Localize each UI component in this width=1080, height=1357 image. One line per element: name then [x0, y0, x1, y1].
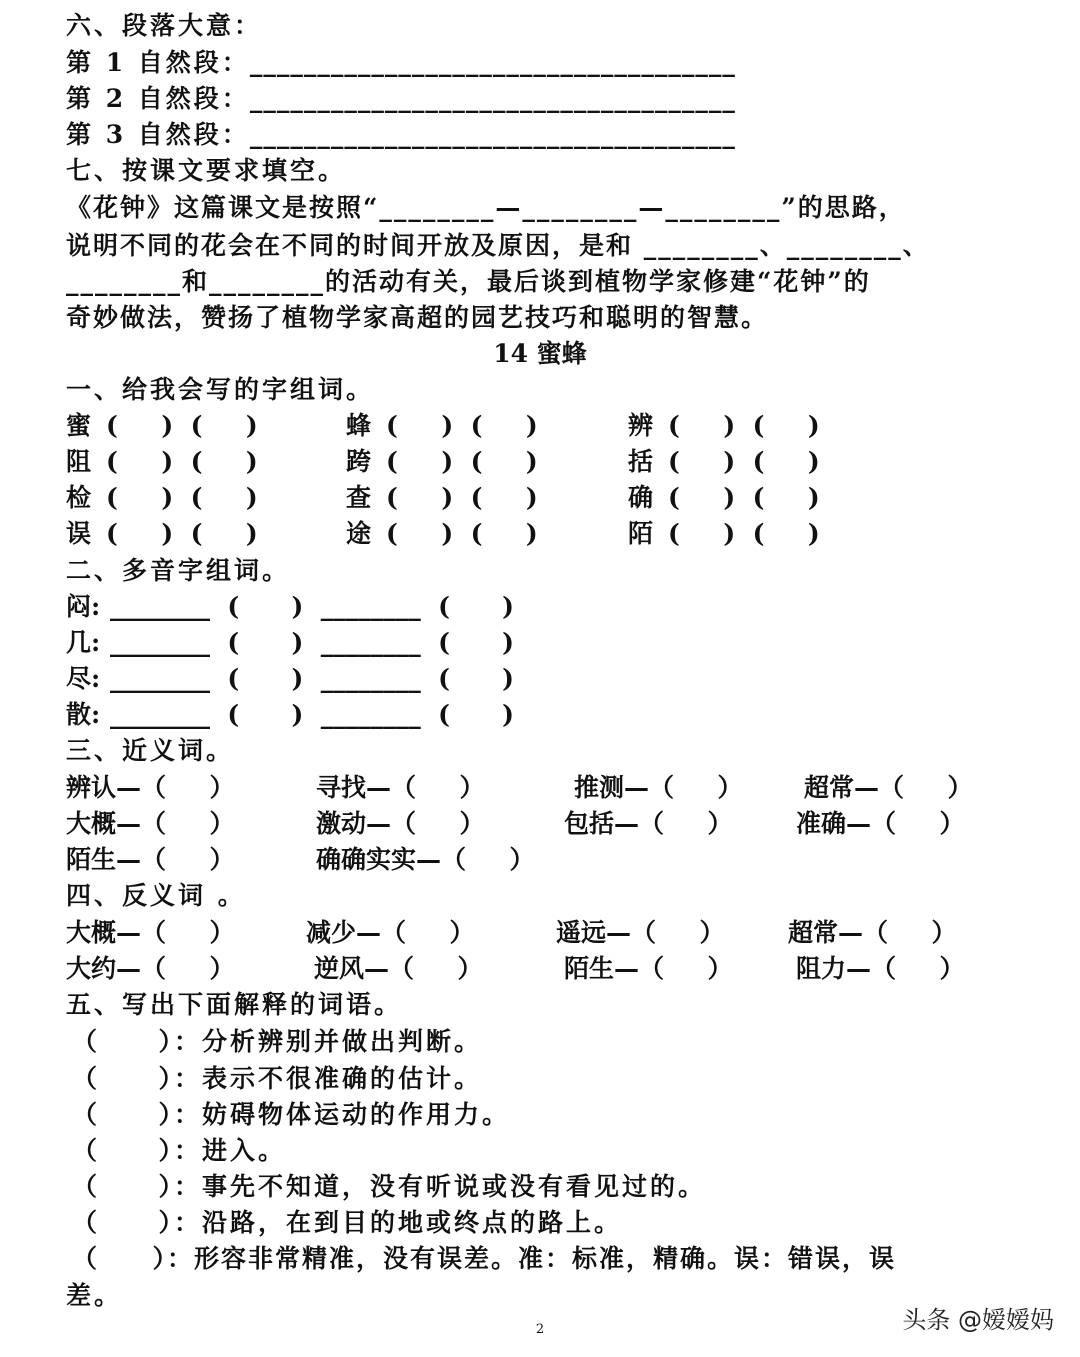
word-blanks[interactable]: ( ) ( )	[106, 447, 258, 476]
watermark: 头条 @嫒嫒妈	[902, 1306, 1054, 1334]
paragraph-label: 第 2 自然段：	[66, 84, 250, 113]
char: 途	[346, 519, 372, 548]
word-blanks[interactable]: ( ) ( )	[668, 411, 820, 440]
part3-heading: 三、近义词。	[66, 736, 235, 765]
char: 误	[66, 519, 92, 548]
word-blanks[interactable]: ( ) ( )	[386, 519, 538, 548]
char: 闷:	[66, 592, 101, 621]
word-blanks[interactable]: ( ) ( )	[386, 483, 538, 512]
word-blanks[interactable]: ( ) ( )	[668, 483, 820, 512]
paragraph-label: 第 1 自然段：	[66, 48, 250, 77]
answer-blank[interactable]: ____________________________________	[249, 48, 736, 77]
synonym-item[interactable]: 激动—（ ）	[316, 809, 485, 838]
definition-item[interactable]: （ ）：分析辨别并做出判断。	[72, 1027, 483, 1056]
answer-blank[interactable]: ____________________________________	[249, 120, 736, 149]
page-number: 2	[535, 1322, 545, 1337]
char: 几:	[66, 628, 101, 657]
paragraph1-summary	[66, 45, 736, 81]
fill-text-line: 奇妙做法，赞扬了植物学家高超的园艺技巧和聪明的智慧。	[66, 303, 769, 332]
antonym-item[interactable]: 遥远—（ ）	[556, 918, 725, 947]
paragraph-label: 第 3 自然段：	[66, 120, 250, 149]
char: 阻	[66, 447, 92, 476]
paragraph2-summary	[66, 81, 736, 117]
definition-item[interactable]: （ ）：沿路，在到目的地或终点的路上。	[72, 1208, 623, 1237]
char: 散:	[66, 700, 101, 729]
section6-heading: 六、段落大意：	[66, 11, 263, 40]
fill-text-line: ________和________的活动有关，最后谈到植物学家修建“花钟”的	[66, 267, 871, 296]
word-blanks[interactable]: ( ) ( )	[106, 519, 258, 548]
fill-text-line: 说明不同的花会在不同的时间开放及原因，是和 ________、________、	[66, 231, 930, 260]
antonym-item[interactable]: 大约—（ ）	[66, 954, 235, 983]
char: 确	[628, 483, 654, 512]
definition-item[interactable]: （ ）：形容非常精准，没有误差。准：标准，精确。误：错误，误	[72, 1244, 897, 1273]
paragraph3-summary	[66, 117, 736, 153]
definition-item[interactable]: （ ）：表示不很准确的估计。	[72, 1064, 483, 1093]
section7-heading: 七、按课文要求填空。	[66, 156, 347, 185]
polyphone-blanks[interactable]: ________ ( ) ________ ( )	[110, 628, 514, 657]
char: 蜂	[346, 411, 372, 440]
antonym-item[interactable]: 阻力—（ ）	[796, 954, 965, 983]
word-blanks[interactable]: ( ) ( )	[668, 447, 820, 476]
word-blanks[interactable]: ( ) ( )	[386, 447, 538, 476]
char: 检	[66, 483, 92, 512]
part2-heading: 二、多音字组词。	[66, 556, 291, 585]
polyphone-blanks[interactable]: ________ ( ) ________ ( )	[110, 700, 514, 729]
synonym-item[interactable]: 推测—（ ）	[574, 773, 743, 802]
synonym-item[interactable]: 超常—（ ）	[804, 773, 973, 802]
definition-item[interactable]: （ ）：进入。	[72, 1136, 287, 1165]
char: 括	[628, 447, 654, 476]
lesson-title: 14 蜜蜂	[493, 339, 587, 368]
word-blanks[interactable]: ( ) ( )	[106, 411, 258, 440]
char: 查	[346, 483, 372, 512]
synonym-item[interactable]: 寻找—（ ）	[316, 773, 485, 802]
definition-item[interactable]: （ ）：妨碍物体运动的作用力。	[72, 1100, 511, 1129]
char: 陌	[628, 519, 654, 548]
antonym-item[interactable]: 减少—（ ）	[306, 918, 475, 947]
char: 跨	[346, 447, 372, 476]
char: 蜜	[66, 411, 92, 440]
part4-heading: 四、反义词 。	[66, 881, 246, 910]
synonym-item[interactable]: 辨认—（ ）	[66, 773, 235, 802]
definition-item[interactable]: （ ）：事先不知道，没有听说或没有看见过的。	[72, 1172, 707, 1201]
word-blanks[interactable]: ( ) ( )	[106, 483, 258, 512]
synonym-item[interactable]: 陌生—（ ）	[66, 845, 235, 874]
antonym-item[interactable]: 陌生—（ ）	[564, 954, 733, 983]
synonym-item[interactable]: 包括—（ ）	[564, 809, 733, 838]
polyphone-blanks[interactable]: ________ ( ) ________ ( )	[110, 592, 514, 621]
fill-text-line: 《花钟》这篇课文是按照“________—________—________”的思路，	[66, 193, 906, 222]
answer-blank[interactable]: ____________________________________	[249, 84, 736, 113]
antonym-item[interactable]: 大概—（ ）	[66, 918, 235, 947]
word-blanks[interactable]: ( ) ( )	[668, 519, 820, 548]
char: 尽:	[66, 664, 101, 693]
part5-heading: 五、写出下面解释的词语。	[66, 990, 403, 1019]
antonym-item[interactable]: 超常—（ ）	[788, 918, 957, 947]
word-blanks[interactable]: ( ) ( )	[386, 411, 538, 440]
synonym-item[interactable]: 准确—（ ）	[796, 809, 965, 838]
antonym-item[interactable]: 逆风—（ ）	[314, 954, 483, 983]
part1-heading: 一、给我会写的字组词。	[66, 375, 375, 404]
char: 辨	[628, 411, 654, 440]
synonym-item[interactable]: 大概—（ ）	[66, 809, 235, 838]
synonym-item[interactable]: 确确实实—（ ）	[316, 845, 535, 874]
polyphone-blanks[interactable]: ________ ( ) ________ ( )	[110, 664, 514, 693]
definition-item-continuation: 差。	[66, 1281, 123, 1310]
